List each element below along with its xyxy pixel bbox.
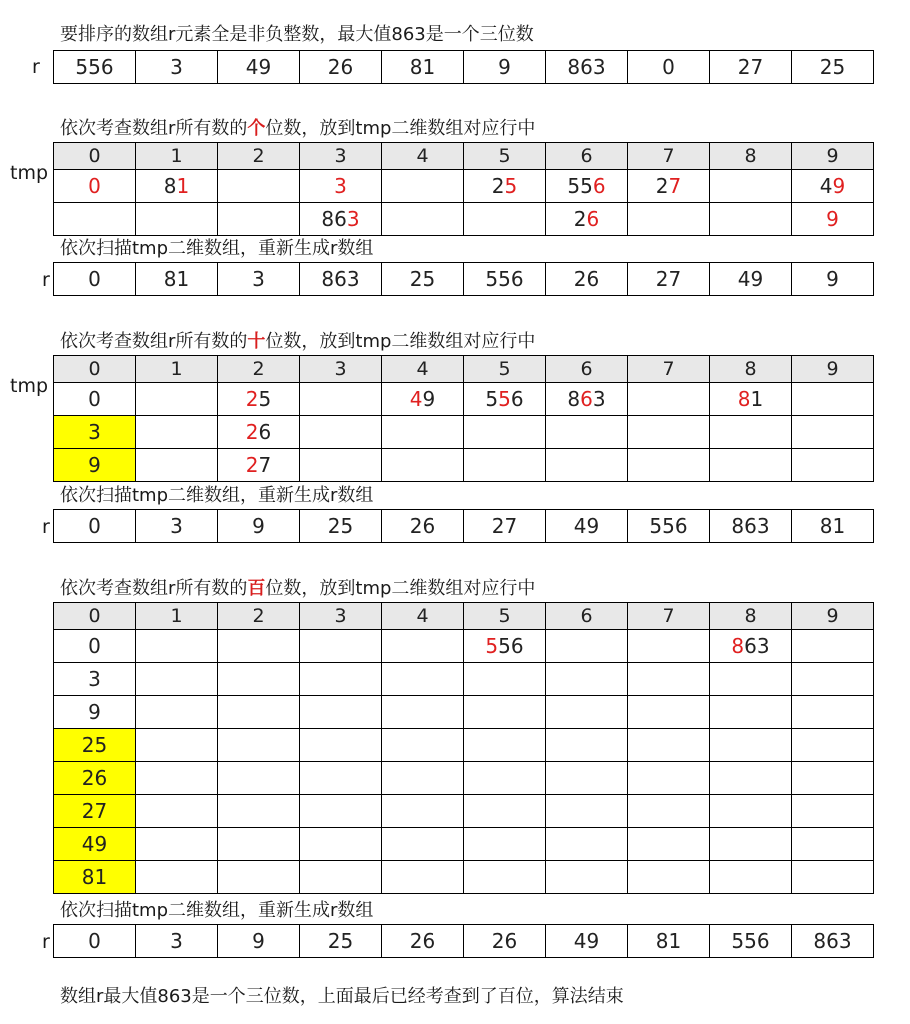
bucket-cell bbox=[300, 449, 382, 482]
array-r-cell: 863 bbox=[710, 510, 792, 543]
current-digit: 9 bbox=[826, 207, 839, 231]
bucket-cell bbox=[628, 762, 710, 795]
bucket-cell bbox=[710, 170, 792, 203]
bucket-cell bbox=[792, 795, 874, 828]
array-r-cell: 26 bbox=[382, 925, 464, 958]
bucket-row bbox=[54, 762, 874, 795]
current-digit: 2 bbox=[245, 453, 259, 477]
bucket-header: 8 bbox=[710, 356, 792, 383]
bucket-header: 0 bbox=[54, 356, 136, 383]
bucket-cell bbox=[628, 449, 710, 482]
bucket-cell: 27 bbox=[628, 170, 710, 203]
bucket-cell bbox=[382, 630, 464, 663]
tmp-label: tmp bbox=[10, 375, 49, 397]
bucket-cell: 9 bbox=[54, 696, 136, 729]
tmp-label: tmp bbox=[10, 162, 49, 184]
bucket-cell: 0 bbox=[54, 383, 136, 416]
current-digit: 3 bbox=[346, 207, 360, 231]
bucket-cell: 49 bbox=[54, 828, 136, 861]
bucket-cell bbox=[218, 795, 300, 828]
array-r-cell: 0 bbox=[628, 51, 710, 84]
intro-caption: 要排序的数组r元素全是非负整数，最大值863是一个三位数 bbox=[60, 24, 534, 45]
bucket-cell bbox=[464, 416, 546, 449]
current-digit: 0 bbox=[88, 174, 101, 198]
bucket-cell bbox=[792, 630, 874, 663]
array-r-cell: 3 bbox=[136, 51, 218, 84]
array-r-cell: 25 bbox=[300, 510, 382, 543]
bucket-cell: 26 bbox=[54, 762, 136, 795]
bucket-row bbox=[54, 861, 874, 894]
bucket-cell bbox=[546, 449, 628, 482]
bucket-cell bbox=[382, 203, 464, 236]
bucket-cell bbox=[300, 795, 382, 828]
bucket-cell: 25 bbox=[218, 383, 300, 416]
array-r-cell: 556 bbox=[628, 510, 710, 543]
bucket-header: 2 bbox=[218, 603, 300, 630]
current-digit: 6 bbox=[586, 207, 600, 231]
bucket-row bbox=[54, 203, 874, 236]
bucket-header: 7 bbox=[628, 143, 710, 170]
array-r-cell: 49 bbox=[546, 925, 628, 958]
array-r-cell: 81 bbox=[792, 510, 874, 543]
tmp-bucket-table bbox=[53, 355, 874, 482]
bucket-cell bbox=[218, 696, 300, 729]
conclusion-text: 数组r最大值863是一个三位数，上面最后已经考查到了百位，算法结束 bbox=[60, 986, 624, 1007]
bucket-cell bbox=[300, 828, 382, 861]
bucket-header: 4 bbox=[382, 356, 464, 383]
bucket-header: 7 bbox=[628, 356, 710, 383]
bucket-cell bbox=[792, 861, 874, 894]
bucket-cell bbox=[136, 449, 218, 482]
bucket-cell bbox=[300, 383, 382, 416]
bucket-cell bbox=[382, 828, 464, 861]
highlighted-digit-place: 个 bbox=[247, 118, 266, 139]
current-digit: 8 bbox=[731, 634, 745, 658]
bucket-cell bbox=[710, 203, 792, 236]
bucket-header: 5 bbox=[464, 143, 546, 170]
result-array-r bbox=[53, 509, 874, 543]
current-digit: 1 bbox=[176, 174, 190, 198]
bucket-row bbox=[54, 449, 874, 482]
bucket-cell bbox=[710, 762, 792, 795]
bucket-cell: 25 bbox=[54, 729, 136, 762]
bucket-row bbox=[54, 170, 874, 203]
bucket-header: 3 bbox=[300, 143, 382, 170]
bucket-cell: 863 bbox=[300, 203, 382, 236]
bucket-cell: 863 bbox=[546, 383, 628, 416]
array-r-cell: 3 bbox=[218, 263, 300, 296]
array-r-cell: 0 bbox=[54, 263, 136, 296]
bucket-cell bbox=[464, 729, 546, 762]
bucket-row bbox=[54, 795, 874, 828]
bucket-cell: 49 bbox=[792, 170, 874, 203]
bucket-cell bbox=[464, 696, 546, 729]
bucket-row bbox=[54, 696, 874, 729]
array-r-cell: 49 bbox=[710, 263, 792, 296]
bucket-cell bbox=[464, 449, 546, 482]
bucket-cell bbox=[218, 663, 300, 696]
bucket-header: 7 bbox=[628, 603, 710, 630]
initial-array-r bbox=[53, 50, 874, 84]
bucket-cell bbox=[300, 630, 382, 663]
bucket-cell bbox=[792, 696, 874, 729]
bucket-cell bbox=[218, 203, 300, 236]
bucket-cell bbox=[382, 696, 464, 729]
bucket-cell bbox=[546, 729, 628, 762]
scan-caption: 依次扫描tmp二维数组，重新生成r数组 bbox=[60, 900, 374, 921]
bucket-header: 2 bbox=[218, 143, 300, 170]
bucket-header: 5 bbox=[464, 603, 546, 630]
bucket-cell bbox=[300, 861, 382, 894]
current-digit: 7 bbox=[668, 174, 682, 198]
bucket-header: 8 bbox=[710, 143, 792, 170]
array-r-cell: 9 bbox=[464, 51, 546, 84]
bucket-cell bbox=[382, 861, 464, 894]
bucket-header: 6 bbox=[546, 143, 628, 170]
bucket-cell bbox=[628, 630, 710, 663]
bucket-cell bbox=[218, 762, 300, 795]
bucket-cell bbox=[218, 630, 300, 663]
bucket-cell bbox=[546, 762, 628, 795]
bucket-header: 1 bbox=[136, 143, 218, 170]
caption-text: 依次考查数组r所有数的 bbox=[60, 578, 248, 599]
bucket-header: 9 bbox=[792, 603, 874, 630]
pass-caption bbox=[60, 578, 535, 600]
caption-text: 依次考查数组r所有数的 bbox=[60, 331, 248, 352]
bucket-cell: 26 bbox=[218, 416, 300, 449]
bucket-cell bbox=[546, 663, 628, 696]
array-r-cell: 3 bbox=[136, 510, 218, 543]
pass-caption bbox=[60, 118, 535, 140]
bucket-cell bbox=[382, 729, 464, 762]
bucket-header: 1 bbox=[136, 603, 218, 630]
array-r-cell: 556 bbox=[464, 263, 546, 296]
array-r-cell: 3 bbox=[136, 925, 218, 958]
bucket-cell bbox=[628, 383, 710, 416]
bucket-cell bbox=[710, 416, 792, 449]
bucket-cell bbox=[546, 696, 628, 729]
bucket-cell bbox=[628, 696, 710, 729]
current-digit: 9 bbox=[832, 174, 846, 198]
bucket-cell bbox=[136, 416, 218, 449]
array-r-cell: 27 bbox=[464, 510, 546, 543]
array-r-cell: 25 bbox=[382, 263, 464, 296]
bucket-cell bbox=[628, 203, 710, 236]
bucket-cell bbox=[546, 795, 628, 828]
array-r-cell: 26 bbox=[464, 925, 546, 958]
bucket-cell bbox=[710, 795, 792, 828]
bucket-cell bbox=[300, 663, 382, 696]
bucket-cell bbox=[710, 861, 792, 894]
bucket-cell bbox=[300, 762, 382, 795]
bucket-cell bbox=[792, 729, 874, 762]
bucket-cell: 49 bbox=[382, 383, 464, 416]
bucket-row bbox=[54, 729, 874, 762]
array-r-cell: 81 bbox=[382, 51, 464, 84]
current-digit: 3 bbox=[334, 174, 347, 198]
array-r-label: r bbox=[42, 516, 50, 538]
bucket-cell bbox=[136, 383, 218, 416]
pass-caption bbox=[60, 331, 535, 353]
highlighted-digit-place: 百 bbox=[247, 578, 266, 599]
array-r-label: r bbox=[42, 269, 50, 291]
bucket-cell bbox=[382, 795, 464, 828]
bucket-cell bbox=[792, 416, 874, 449]
tmp-bucket-table bbox=[53, 142, 874, 236]
bucket-cell bbox=[710, 729, 792, 762]
bucket-cell bbox=[710, 663, 792, 696]
current-digit: 6 bbox=[580, 387, 593, 411]
bucket-cell bbox=[464, 762, 546, 795]
bucket-cell bbox=[382, 449, 464, 482]
array-r-label: r bbox=[32, 56, 40, 78]
bucket-cell bbox=[300, 416, 382, 449]
array-r-cell: 0 bbox=[54, 510, 136, 543]
bucket-header: 9 bbox=[792, 143, 874, 170]
bucket-cell bbox=[218, 861, 300, 894]
array-r-cell: 26 bbox=[382, 510, 464, 543]
bucket-cell bbox=[792, 203, 874, 236]
bucket-row bbox=[54, 828, 874, 861]
bucket-cell bbox=[54, 170, 136, 203]
bucket-row bbox=[54, 383, 874, 416]
bucket-cell bbox=[54, 203, 136, 236]
bucket-cell bbox=[628, 828, 710, 861]
caption-text: 位数，放到tmp二维数组对应行中 bbox=[265, 118, 536, 139]
scan-caption: 依次扫描tmp二维数组，重新生成r数组 bbox=[60, 485, 374, 506]
bucket-cell bbox=[382, 663, 464, 696]
bucket-cell bbox=[464, 663, 546, 696]
bucket-cell: 81 bbox=[710, 383, 792, 416]
current-digit: 5 bbox=[485, 634, 499, 658]
bucket-cell bbox=[710, 449, 792, 482]
bucket-cell bbox=[136, 795, 218, 828]
bucket-cell: 3 bbox=[54, 416, 136, 449]
bucket-cell bbox=[464, 795, 546, 828]
bucket-cell: 26 bbox=[546, 203, 628, 236]
bucket-cell: 556 bbox=[464, 383, 546, 416]
array-r-cell: 863 bbox=[792, 925, 874, 958]
current-digit: 6 bbox=[592, 174, 606, 198]
bucket-cell bbox=[628, 729, 710, 762]
bucket-cell bbox=[218, 828, 300, 861]
bucket-cell bbox=[546, 861, 628, 894]
bucket-cell bbox=[710, 828, 792, 861]
bucket-cell bbox=[546, 630, 628, 663]
array-r-cell: 863 bbox=[546, 51, 628, 84]
tmp-bucket-table bbox=[53, 602, 874, 894]
bucket-cell bbox=[218, 729, 300, 762]
bucket-cell: 556 bbox=[546, 170, 628, 203]
bucket-header: 5 bbox=[464, 356, 546, 383]
bucket-cell: 27 bbox=[54, 795, 136, 828]
bucket-header: 2 bbox=[218, 356, 300, 383]
bucket-header: 8 bbox=[710, 603, 792, 630]
current-digit: 4 bbox=[409, 387, 423, 411]
bucket-cell: 863 bbox=[710, 630, 792, 663]
array-r-cell: 556 bbox=[54, 51, 136, 84]
bucket-cell bbox=[628, 663, 710, 696]
array-r-cell: 49 bbox=[546, 510, 628, 543]
bucket-header: 0 bbox=[54, 603, 136, 630]
bucket-header: 1 bbox=[136, 356, 218, 383]
bucket-cell bbox=[382, 762, 464, 795]
bucket-cell bbox=[628, 861, 710, 894]
array-r-label: r bbox=[42, 931, 50, 953]
bucket-cell bbox=[382, 416, 464, 449]
bucket-cell bbox=[546, 416, 628, 449]
bucket-header: 6 bbox=[546, 356, 628, 383]
bucket-row bbox=[54, 630, 874, 663]
bucket-cell bbox=[136, 828, 218, 861]
bucket-header: 9 bbox=[792, 356, 874, 383]
bucket-cell: 556 bbox=[464, 630, 546, 663]
bucket-cell bbox=[300, 170, 382, 203]
bucket-header: 6 bbox=[546, 603, 628, 630]
current-digit: 2 bbox=[245, 420, 259, 444]
bucket-cell bbox=[300, 696, 382, 729]
caption-text: 位数，放到tmp二维数组对应行中 bbox=[265, 578, 536, 599]
bucket-cell bbox=[136, 861, 218, 894]
array-r-cell: 26 bbox=[546, 263, 628, 296]
bucket-cell bbox=[136, 630, 218, 663]
bucket-cell: 81 bbox=[136, 170, 218, 203]
array-r-cell: 9 bbox=[218, 925, 300, 958]
bucket-header: 4 bbox=[382, 603, 464, 630]
array-r-cell: 25 bbox=[792, 51, 874, 84]
bucket-cell: 3 bbox=[54, 663, 136, 696]
current-digit: 8 bbox=[737, 387, 751, 411]
bucket-header: 3 bbox=[300, 356, 382, 383]
scan-caption: 依次扫描tmp二维数组，重新生成r数组 bbox=[60, 238, 374, 259]
bucket-cell bbox=[792, 762, 874, 795]
bucket-cell bbox=[792, 663, 874, 696]
bucket-cell: 25 bbox=[464, 170, 546, 203]
current-digit: 5 bbox=[498, 387, 511, 411]
caption-text: 位数，放到tmp二维数组对应行中 bbox=[265, 331, 536, 352]
result-array-r bbox=[53, 262, 874, 296]
bucket-cell bbox=[628, 416, 710, 449]
bucket-cell bbox=[136, 203, 218, 236]
bucket-cell bbox=[136, 762, 218, 795]
bucket-cell bbox=[628, 795, 710, 828]
current-digit: 2 bbox=[245, 387, 259, 411]
bucket-cell bbox=[546, 828, 628, 861]
bucket-cell bbox=[136, 663, 218, 696]
array-r-cell: 556 bbox=[710, 925, 792, 958]
current-digit: 5 bbox=[504, 174, 518, 198]
bucket-cell bbox=[218, 170, 300, 203]
bucket-header: 4 bbox=[382, 143, 464, 170]
array-r-cell: 26 bbox=[300, 51, 382, 84]
bucket-cell bbox=[710, 696, 792, 729]
bucket-row bbox=[54, 663, 874, 696]
bucket-cell bbox=[464, 861, 546, 894]
array-r-cell: 863 bbox=[300, 263, 382, 296]
bucket-cell: 81 bbox=[54, 861, 136, 894]
array-r-cell: 81 bbox=[628, 925, 710, 958]
bucket-cell bbox=[136, 696, 218, 729]
bucket-cell bbox=[792, 828, 874, 861]
bucket-cell bbox=[136, 729, 218, 762]
bucket-cell bbox=[464, 828, 546, 861]
bucket-cell bbox=[464, 203, 546, 236]
bucket-cell bbox=[382, 170, 464, 203]
bucket-cell bbox=[792, 383, 874, 416]
caption-text: 依次考查数组r所有数的 bbox=[60, 118, 248, 139]
bucket-cell bbox=[300, 729, 382, 762]
array-r-cell: 49 bbox=[218, 51, 300, 84]
array-r-cell: 27 bbox=[710, 51, 792, 84]
array-r-cell: 9 bbox=[792, 263, 874, 296]
result-array-r bbox=[53, 924, 874, 958]
array-r-cell: 25 bbox=[300, 925, 382, 958]
bucket-cell: 0 bbox=[54, 630, 136, 663]
bucket-row bbox=[54, 416, 874, 449]
bucket-cell bbox=[792, 449, 874, 482]
bucket-header: 0 bbox=[54, 143, 136, 170]
array-r-cell: 27 bbox=[628, 263, 710, 296]
highlighted-digit-place: 十 bbox=[247, 331, 266, 352]
bucket-cell: 27 bbox=[218, 449, 300, 482]
bucket-cell: 9 bbox=[54, 449, 136, 482]
array-r-cell: 9 bbox=[218, 510, 300, 543]
bucket-header: 3 bbox=[300, 603, 382, 630]
array-r-cell: 81 bbox=[136, 263, 218, 296]
array-r-cell: 0 bbox=[54, 925, 136, 958]
